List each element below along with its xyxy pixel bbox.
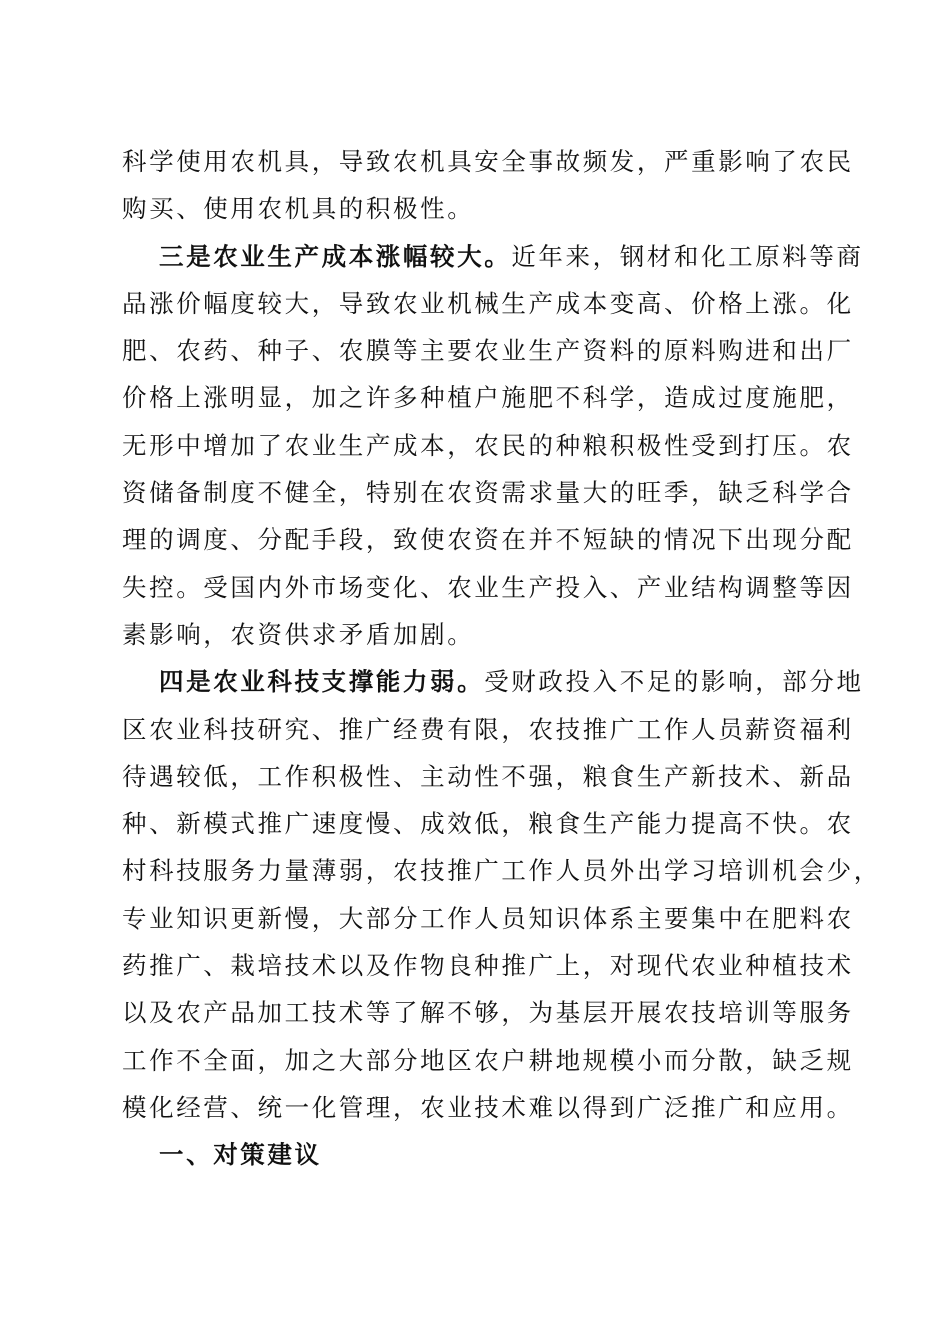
text-line: 区农业科技研究、推广经费有限，农技推广工作人员薪资福利 <box>122 714 854 744</box>
section-heading <box>122 1131 827 1178</box>
section-heading-text: 一、对策建议 <box>159 1140 322 1170</box>
text-line: 素影响，农资供求矛盾加剧。 <box>122 619 475 649</box>
document-body <box>122 138 881 1179</box>
text-line: 购买、使用农机具的积极性。 <box>122 194 475 224</box>
text-line: 种、新模式推广速度慢、成效低，粮食生产能力提高不快。农 <box>122 809 854 839</box>
text-line: 科学使用农机具，导致农机具安全事故频发，严重影响了农民 <box>122 147 854 176</box>
paragraph-lead-sentence: 三是农业生产成本涨幅较大。 <box>159 241 512 271</box>
paragraph-2 <box>122 233 864 659</box>
text-line: 专业知识更新慢，大部分工作人员知识体系主要集中在肥料农 <box>122 903 854 933</box>
text-run: 受财政投入不足的影响，部分地 <box>484 667 864 697</box>
text-run: 近年来，钢材和化工原料等商 <box>511 241 864 271</box>
paragraph-1 <box>122 138 854 233</box>
paragraph-3 <box>122 658 881 1131</box>
text-line: 待遇较低，工作积极性、主动性不强，粮食生产新技术、新品 <box>122 761 854 791</box>
text-line: 品涨价幅度较大，导致农业机械生产成本变高、价格上涨。化 <box>122 288 854 318</box>
text-line: 价格上涨明显，加之许多种植户施肥不科学，造成过度施肥， <box>122 383 854 413</box>
text-line: 村科技服务力量薄弱，农技推广工作人员外出学习培训机会少， <box>122 856 881 886</box>
text-line: 工作不全面，加之大部分地区农户耕地规模小而分散，缺乏规 <box>122 1045 854 1075</box>
text-line: 理的调度、分配手段，致使农资在并不短缺的情况下出现分配 <box>122 525 854 555</box>
text-line: 以及农产品加工技术等了解不够，为基层开展农技培训等服务 <box>122 998 854 1028</box>
text-line: 肥、农药、种子、农膜等主要农业生产资料的原料购进和出厂 <box>122 336 854 366</box>
text-line: 无形中增加了农业生产成本，农民的种粮积极性受到打压。农 <box>122 430 854 460</box>
text-line: 模化经营、统一化管理，农业技术难以得到广泛推广和应用。 <box>122 1092 854 1122</box>
text-line <box>122 658 864 705</box>
text-line: 失控。受国内外市场变化、农业生产投入、产业结构调整等因 <box>122 572 854 602</box>
text-line: 药推广、栽培技术以及作物良种推广上，对现代农业种植技术 <box>122 951 854 981</box>
paragraph-lead-sentence: 四是农业科技支撑能力弱。 <box>159 667 485 697</box>
text-line <box>122 233 864 280</box>
text-line: 资储备制度不健全，特别在农资需求量大的旺季，缺乏科学合 <box>122 478 854 508</box>
